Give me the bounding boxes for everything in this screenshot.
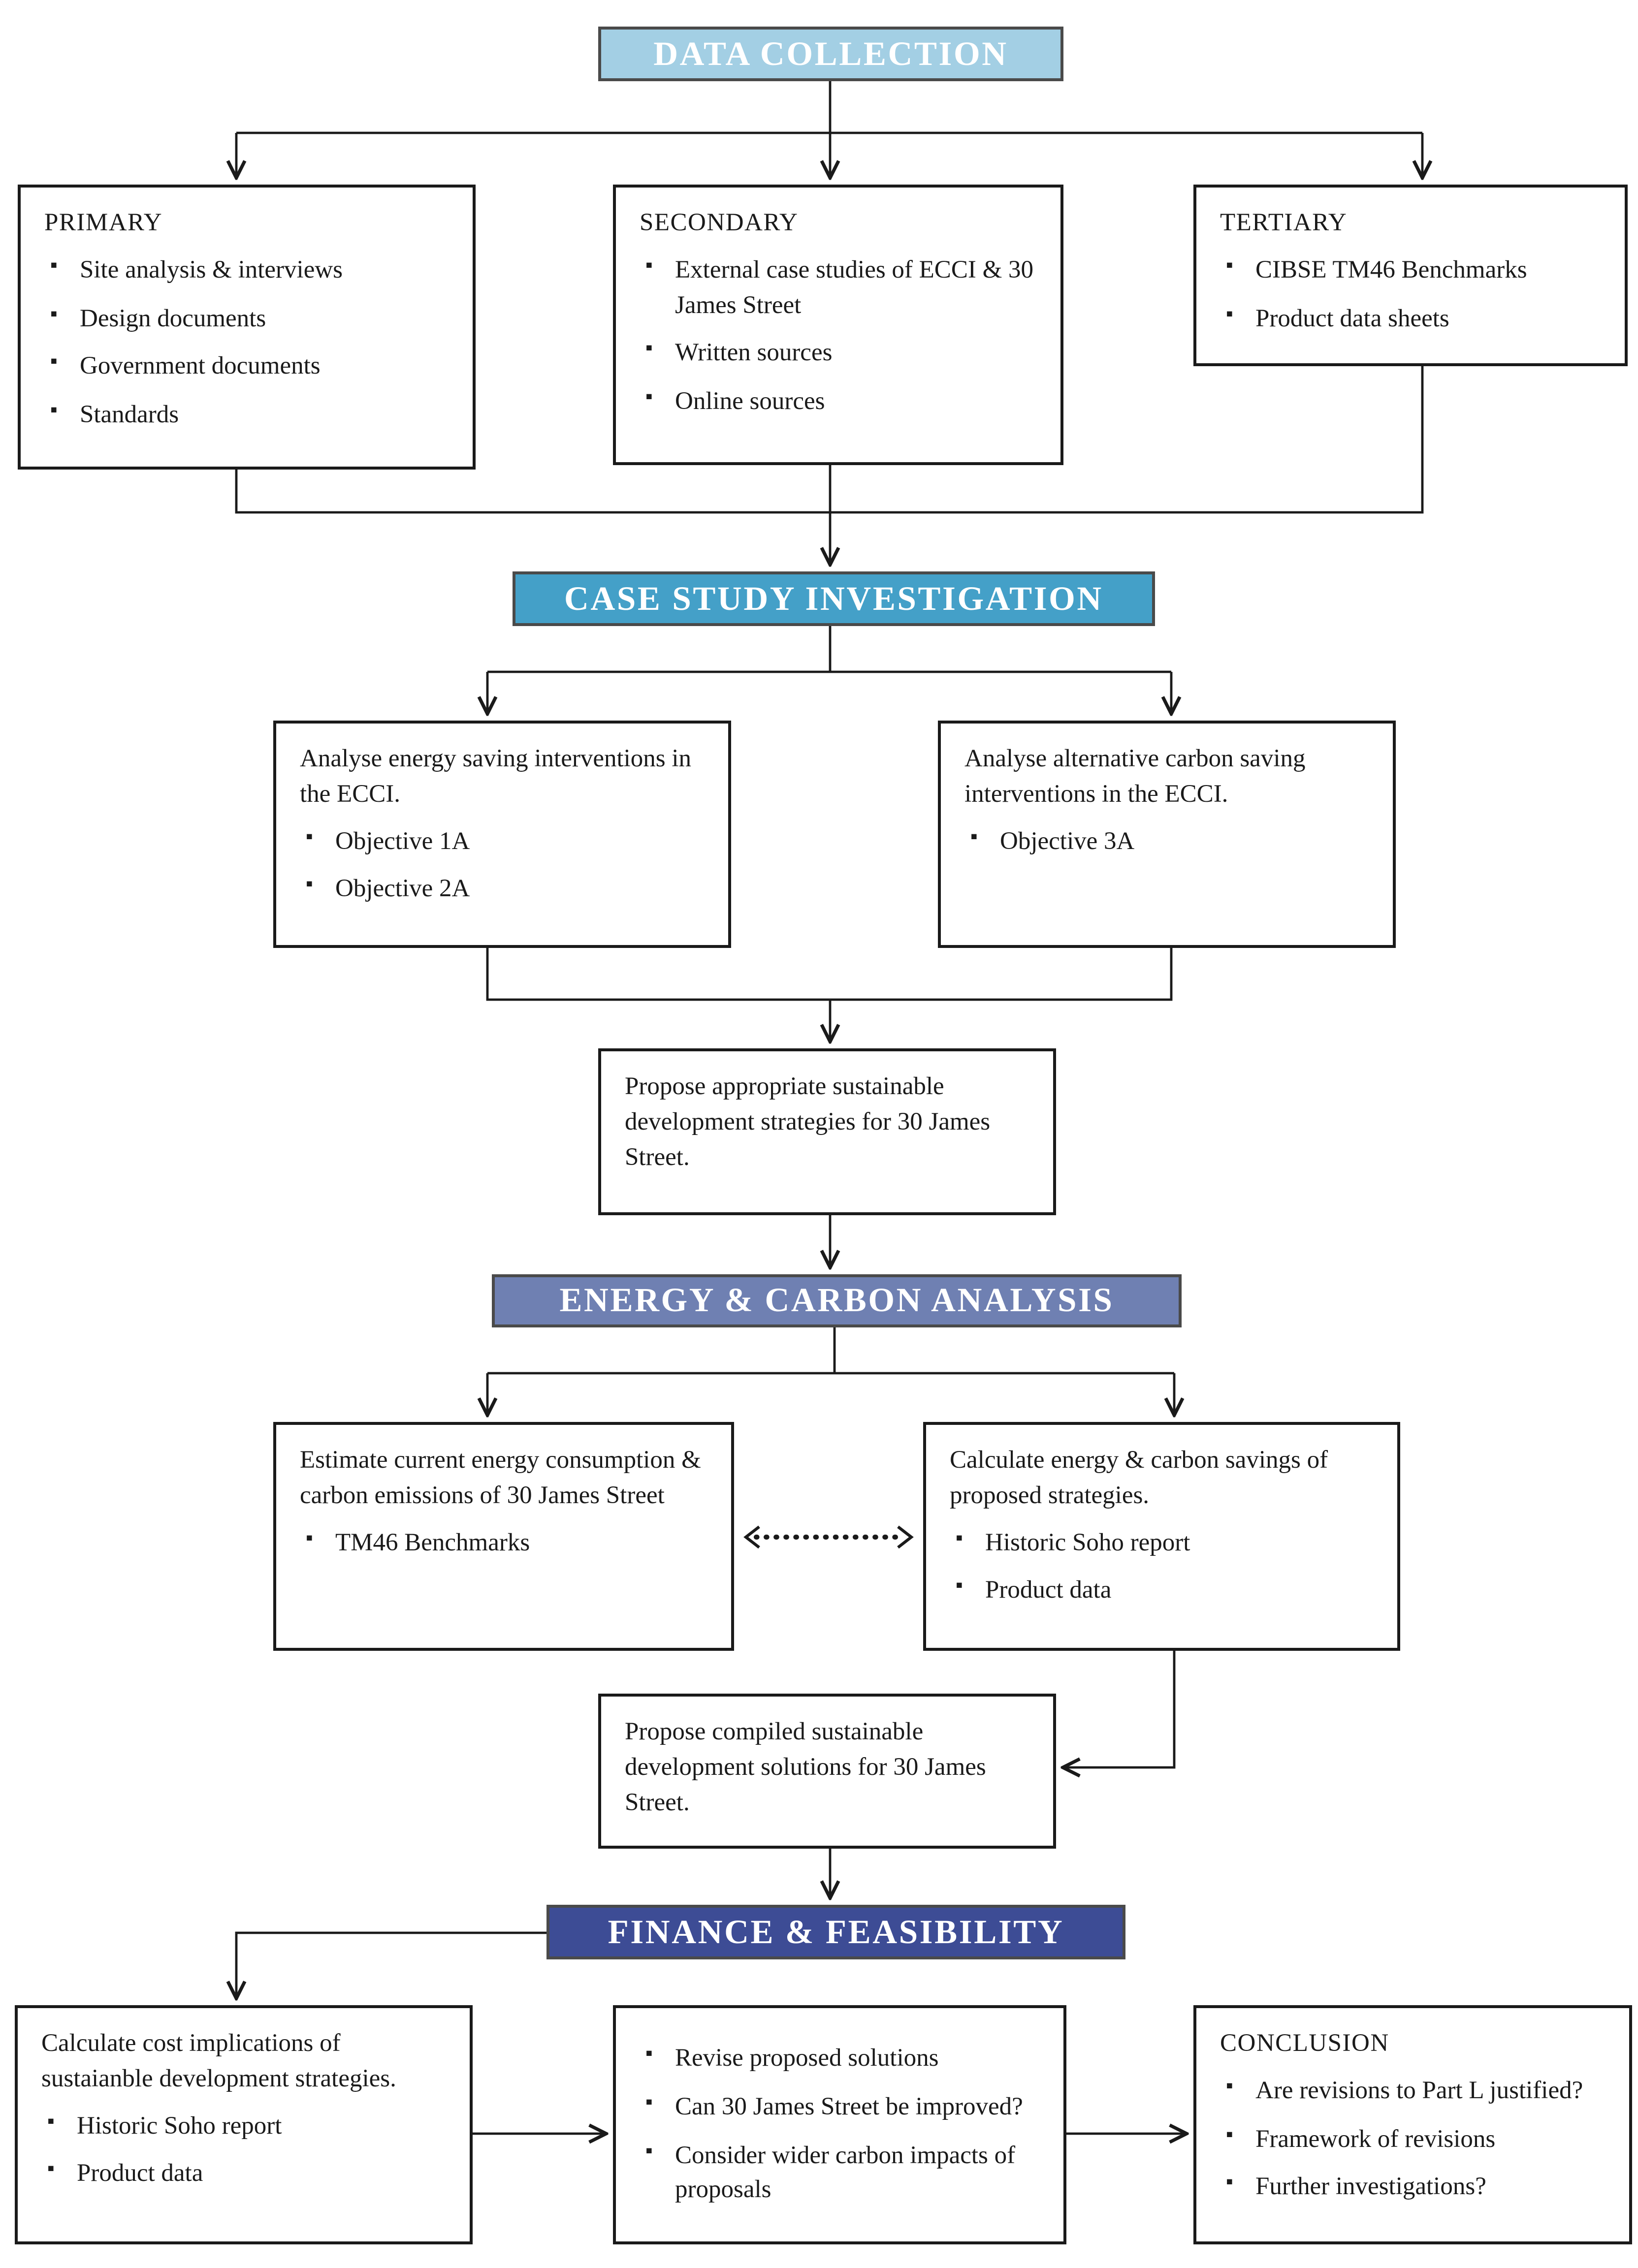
bullet-list: [306, 823, 707, 907]
secondary-sources-box: [613, 185, 1063, 465]
analyse-energy-box: [273, 721, 731, 948]
bullet-list: [47, 2108, 449, 2192]
propose-strategies-box: [598, 1048, 1056, 1215]
cost-implications-box: [15, 2005, 473, 2244]
connector-primary-merge: [236, 470, 830, 512]
connector-to-propose-compiled: [1065, 1651, 1174, 1767]
estimate-energy-box: [273, 1422, 734, 1651]
bullet-item: ▪ Site analysis & interviews: [50, 252, 452, 287]
box-title: SECONDARY: [640, 208, 799, 236]
bullet-list: [645, 252, 1040, 419]
stage-header-label: ENERGY & CARBON ANALYSIS: [559, 1282, 1114, 1319]
bullet-list: [50, 252, 452, 433]
connector-cs-right-merge: [830, 948, 1171, 1000]
box-title: PRIMARY: [44, 208, 163, 236]
bullet-list: [970, 823, 1372, 858]
bullet-item: ▪ Objective 2A: [306, 872, 707, 907]
bullet-item: ▪ Objective 1A: [306, 823, 707, 858]
bullet-item: ▪ Product data sheets: [1226, 301, 1604, 336]
bullet-item: ▪ Written sources: [645, 336, 1040, 371]
analyse-carbon-box: [938, 721, 1396, 948]
box-title: Analyse alternative carbon saving interventions in the ECCI.: [964, 744, 1306, 808]
stage-header-case-study: [513, 571, 1155, 626]
bullet-item: ▪ Design documents: [50, 301, 452, 336]
connector-dotted-double-arrow: [746, 1527, 911, 1547]
box-title: Calculate cost implications of sustaianble development strategies.: [41, 2029, 396, 2092]
stage-header-data-collection: [598, 27, 1063, 81]
bullet-item: ▪ External case studies of ECCI & 30 James Street: [645, 252, 1040, 322]
box-title: Estimate current energy consumption & carbon emissions of 30 James Street: [300, 1446, 701, 1509]
box-text: Propose appropriate sustainable development strategies for 30 James Street.: [625, 1072, 991, 1170]
box-title: CONCLUSION: [1220, 2029, 1389, 2057]
connector-cs-left-merge: [487, 948, 830, 1000]
conclusion-box: [1193, 2005, 1632, 2244]
bullet-item: ▪ Historic Soho report: [956, 1525, 1377, 1560]
bullet-list: [1226, 252, 1604, 336]
bullet-item: ▪ Objective 3A: [970, 823, 1372, 858]
bullet-item: ▪ Further investigations?: [1226, 2170, 1608, 2205]
bullet-list: [306, 1525, 710, 1560]
box-title: Analyse energy saving interventions in the ECCI.: [300, 744, 692, 808]
bullet-item: ▪ CIBSE TM46 Benchmarks: [1226, 252, 1604, 287]
stage-header-label: FINANCE & FEASIBILITY: [608, 1913, 1064, 1950]
bullet-item: ▪ Product data: [956, 1573, 1377, 1608]
bullet-item: ▪ Standards: [50, 398, 452, 433]
propose-solutions-box: [598, 1694, 1056, 1849]
revise-solutions-box: [613, 2005, 1066, 2244]
bullet-list: [956, 1525, 1377, 1608]
primary-sources-box: [18, 185, 476, 470]
bullet-item: ▪ TM46 Benchmarks: [306, 1525, 710, 1560]
stage-header-energy-carbon: [492, 1274, 1182, 1327]
box-title: TERTIARY: [1220, 208, 1348, 236]
tertiary-sources-box: [1193, 185, 1628, 366]
bullet-list: [1226, 2073, 1608, 2205]
bullet-item: ▪ Are revisions to Part L justified?: [1226, 2073, 1608, 2108]
stage-header-label: CASE STUDY INVESTIGATION: [564, 579, 1103, 617]
box-text: Propose compiled sustainable development solutions for 30 James Street.: [625, 1717, 986, 1816]
bullet-item: ▪ Framework of revisions: [1226, 2121, 1608, 2156]
connector-finance-to-cost: [236, 1933, 546, 1996]
box-title: Calculate energy & carbon savings of proposed strategies.: [950, 1446, 1328, 1509]
stage-header-finance: [546, 1905, 1125, 1959]
bullet-item: ▪ Government documents: [50, 349, 452, 384]
bullet-item: ▪ Product data: [47, 2156, 449, 2191]
bullet-item: ▪ Consider wider carbon impacts of proposals: [645, 2138, 1043, 2208]
bullet-item: ▪ Online sources: [645, 384, 1040, 419]
bullet-item: ▪ Revise proposed solutions: [645, 2041, 1043, 2076]
stage-header-label: DATA COLLECTION: [653, 34, 1008, 72]
bullet-item: ▪ Historic Soho report: [47, 2108, 449, 2143]
calculate-savings-box: [923, 1422, 1400, 1651]
bullet-list: [645, 2041, 1043, 2208]
bullet-item: ▪ Can 30 James Street be improved?: [645, 2089, 1043, 2124]
